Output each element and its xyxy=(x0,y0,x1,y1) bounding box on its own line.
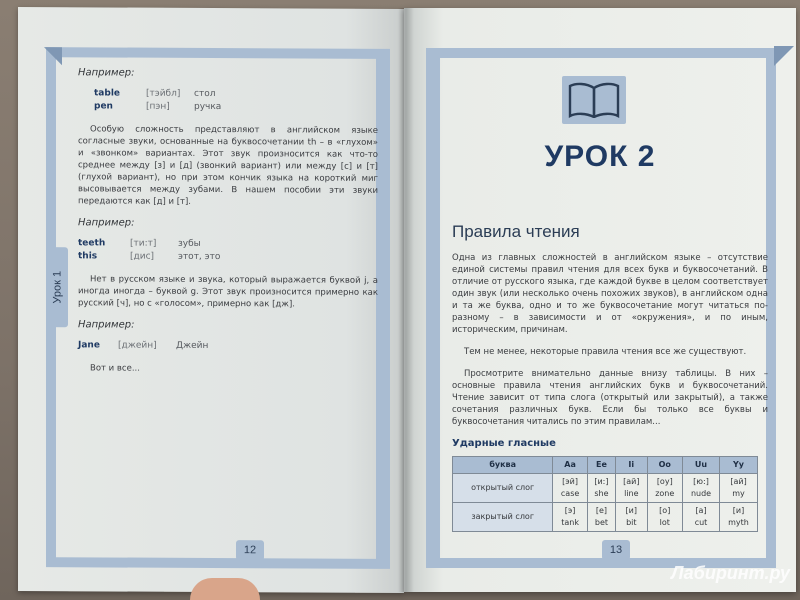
lesson-title: УРОК 2 xyxy=(544,140,656,173)
cell-word: line xyxy=(624,489,639,498)
open-book xyxy=(18,8,798,592)
page-number: 13 xyxy=(602,540,630,560)
word-en: Jane xyxy=(78,340,100,351)
word-en: this xyxy=(78,251,98,262)
table-cell xyxy=(553,474,587,503)
cell-transcription: [а] xyxy=(695,506,707,515)
cell-transcription: [е] xyxy=(595,506,608,515)
paragraph: Просмотрите внимательно данные внизу таблицы. В них – основные правила чтения английских букв и буквосочетаний. Чтение зависит от типа слога (открытый или закрытый), а также сочетания различных букв. Если бы только все буквы и буквосочетания читались по этим правилам... xyxy=(452,369,768,427)
right-page-content xyxy=(452,222,768,532)
word-list-1 xyxy=(94,87,378,114)
paragraph: Особую сложность представляют в английском языке согласные звуки, основанные на буквосочетании th – в «глухом» и «звонком» вариантах. Этот звук произносится как что-то среднее между [з] и [д] (звонкий вариант) или между [с] и [т] (глухой вариант), но при этом кончик языка на короткий миг высовывается между зубами. В нашем пособии эти звуки передаются как [д] и [т]. xyxy=(78,124,378,207)
cell-word: case xyxy=(560,489,580,498)
right-page xyxy=(404,8,796,592)
cell-word: lot xyxy=(659,518,670,527)
section-title: Правила чтения xyxy=(452,222,580,241)
frame-corner-fold xyxy=(774,46,794,66)
frame-corner-fold xyxy=(44,47,62,65)
word-list-2 xyxy=(78,237,378,265)
word-row xyxy=(78,339,378,354)
example-label: Например: xyxy=(78,67,135,79)
cell-transcription: [оу] xyxy=(656,477,673,486)
table-header: Ii xyxy=(616,457,647,474)
word-en: table xyxy=(94,88,121,99)
left-page-content xyxy=(78,67,378,386)
cell-word: tank xyxy=(561,518,579,527)
table-header: Oo xyxy=(647,457,683,474)
cell-transcription: [и] xyxy=(732,506,745,515)
cell-transcription: [и] xyxy=(625,506,637,515)
word-transcription: [дис] xyxy=(130,251,155,262)
word-transcription: [ти:т] xyxy=(130,238,157,249)
cell-word: my xyxy=(732,489,745,498)
table-cell xyxy=(616,474,647,503)
cell-word: she xyxy=(594,489,609,498)
table-cell xyxy=(587,474,615,503)
cell-transcription: [э] xyxy=(564,506,576,515)
table-header: Uu xyxy=(683,457,720,474)
cell-word: nude xyxy=(690,489,712,498)
word-ru: Джейн xyxy=(176,340,209,351)
example-label: Например: xyxy=(78,319,135,331)
word-transcription: [пэн] xyxy=(146,101,170,112)
word-en: pen xyxy=(94,101,113,112)
word-ru: ручка xyxy=(194,101,222,113)
paragraph: Одна из главных сложностей в английском языке – отсутствие единой системы правил чтения для всех букв и буквосочетаний. В отличие от русского языка, где каждой букве в целом соответствует один звук (или несколько очень похожих звуков), в английском одна и та же буква, одно и то же буквосочетание могут читаться по-разному – в зависимости и от «окружения», и по иным, историческим, причинам. xyxy=(452,253,768,335)
table-header: Aa xyxy=(553,457,587,474)
table-cell xyxy=(647,474,683,503)
cell-word: bit xyxy=(626,518,637,527)
word-ru: стол xyxy=(194,88,216,100)
word-list-3 xyxy=(78,339,378,354)
table-cell xyxy=(683,474,720,503)
table-header: Ee xyxy=(587,457,615,474)
cell-word: myth xyxy=(728,518,749,527)
table-title: Ударные гласные xyxy=(452,438,556,449)
open-book-icon xyxy=(562,76,626,124)
word-ru: зубы xyxy=(178,238,201,249)
table-cell xyxy=(720,503,758,532)
word-en: teeth xyxy=(78,238,106,249)
row-label: закрытый слог xyxy=(453,503,553,532)
lesson-side-tab xyxy=(46,247,68,327)
table-header: буква xyxy=(453,457,553,474)
row-label: открытый слог xyxy=(453,474,553,503)
cell-transcription: [и:] xyxy=(594,477,609,486)
vowels-table xyxy=(452,456,758,532)
table-header-row xyxy=(453,457,758,474)
table-cell xyxy=(647,503,683,532)
cell-transcription: [ай] xyxy=(623,477,640,486)
example-label: Например: xyxy=(78,217,135,229)
word-transcription: [тэйбл] xyxy=(146,88,181,99)
word-row xyxy=(94,100,378,114)
page-number: 12 xyxy=(236,540,264,560)
table-cell xyxy=(720,474,758,503)
table-cell xyxy=(616,503,647,532)
table-cell xyxy=(683,503,720,532)
cell-transcription: [о] xyxy=(659,506,671,515)
cell-transcription: [ю:] xyxy=(693,477,709,486)
word-ru: этот, это xyxy=(178,251,221,263)
cell-word: zone xyxy=(655,489,675,498)
watermark-logo: Лабиринт.ру xyxy=(671,563,790,583)
table-cell xyxy=(587,503,615,532)
cell-word: bet xyxy=(594,518,608,527)
paragraph: Нет в русском языке и звука, который выражается буквой j, а иногда иногда – буквой g. Этот звук произносится примерно как русский [ч], но с «голосом», примерно как [дж]. xyxy=(78,274,378,310)
table-header: Yy xyxy=(720,457,758,474)
cell-transcription: [эй] xyxy=(562,477,578,486)
cell-transcription: [ай] xyxy=(730,477,747,486)
cell-word: cut xyxy=(694,518,708,527)
table-row xyxy=(453,474,758,503)
table-row xyxy=(453,503,758,532)
thumb xyxy=(190,578,260,600)
word-row xyxy=(78,250,378,265)
paragraph: Тем не менее, некоторые правила чтения все же существуют. xyxy=(464,347,747,357)
table-cell xyxy=(553,503,587,532)
side-tab-label: Урок 1 xyxy=(51,270,63,304)
left-page xyxy=(18,7,404,593)
closing-text: Вот и все... xyxy=(90,363,140,374)
word-transcription: [джейн] xyxy=(118,340,157,351)
book-spine-shadow xyxy=(398,8,414,592)
